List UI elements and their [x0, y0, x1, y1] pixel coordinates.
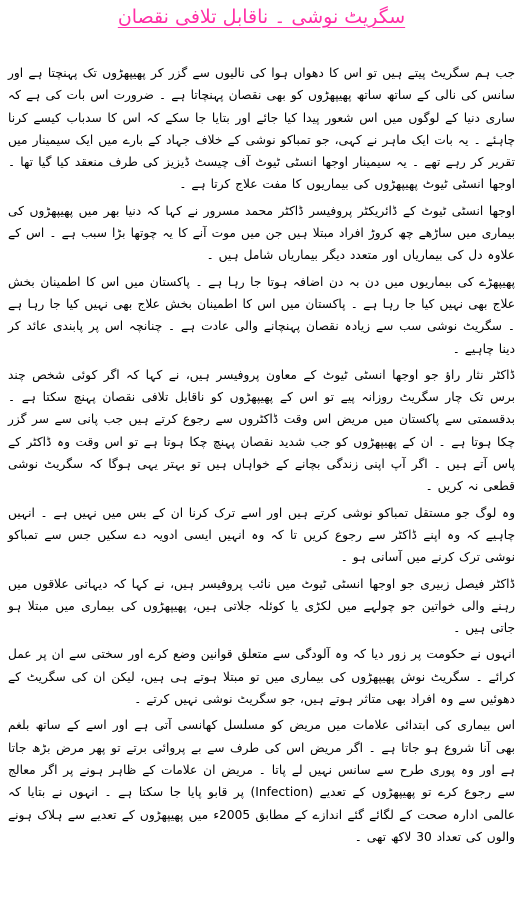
paragraph-5: وہ لوگ جو مستقل تمباکو نوشی کرتے ہیں اور اسے ترک کرنا ان کے بس میں نہیں ہے ۔ انہیں چاہیے کہ وہ اپنے ڈاکٹر سے رجوع کریں تا کہ وہ انہیں ایسی ادویہ دے سکیں جس سے تمباکو نوشی ترک کرنے میں آسانی ہو ۔	[8, 505, 515, 565]
article-body	[8, 62, 515, 848]
paragraph-8: اس بیماری کی ابتدائی علامات میں مریض کو مسلسل کھانسی آتی ہے اور اسے کے ساتھ بلغم بھی آنا شروع ہو جاتا ہے ۔ اگر مریض اس کی طرف سے بے پروائی برتے تو پھر مرض بڑھ جاتا ہے اور وہ پوری طرح سے سانس نہیں لے پاتا ۔ مریض ان علامات کے ظاہر ہونے پر اگر معالج سے رجوع کرے تو پھیپھڑوں کے تعدیے (Infection) پر قابو پایا جا سکتا ہے ۔ انہوں نے بتایا کہ عالمی ادارہ صحت کے لگائے گئے اندازے کے مطابق 2005ء میں پھیپھڑوں کے تعدیے سے ہلاک ہونے والوں کی تعداد 30 لاکھ تھی ۔	[8, 718, 515, 844]
paragraph-3: پھیپھڑے کی بیماریوں میں دن بہ دن اضافہ ہوتا جا رہا ہے ۔ پاکستان میں اس کا اطمینان بخش علاج بھی نہیں کیا جا رہا ہے ۔ پاکستان میں اس کا اطمینان بخش علاج بھی نہیں کیا جا رہا ہے ۔ سگریٹ نوشی سب سے زیادہ نقصان پہنچانے والی عادت ہے ۔ چنانچہ اس پر پابندی عائد کر دینا چاہیے ۔	[8, 274, 515, 356]
article-title: سگریٹ نوشی ۔ ناقابل تلافی نقصان	[117, 6, 406, 28]
paragraph-6: ڈاکٹر فیصل زبیری جو اوجھا انسٹی ٹیوٹ میں نائب پروفیسر ہیں، نے کہا کہ دیہاتی علاقوں میں رہنے والی خواتین جو چولہے میں لکڑی یا کوئلہ جلاتی ہیں، پھیپھڑوں کی بیماری میں مبتلا ہو جاتی ہیں ۔	[8, 576, 515, 636]
paragraph-7: انہوں نے حکومت پر زور دیا کہ وہ آلودگی سے متعلق قوانین وضع کرے اور سختی سے ان پر عمل کرائے ۔ سگریٹ نوش پھیپھڑوں کی بیماری میں تو مبتلا ہوتے ہی ہیں، لیکن ان کی سگریٹ کے دھوئیں سے وہ افراد بھی متاثر ہوتے ہیں، جو سگریٹ نوشی نہیں کرتے ۔	[8, 647, 515, 707]
title-container	[8, 4, 515, 34]
paragraph-1: جب ہم سگریٹ پیتے ہیں تو اس کا دھواں ہوا کی نالیوں سے گزر کر پھیپھڑوں تک پہنچتا ہے اور سانس کی نالی کے ساتھ ساتھ پھیپھڑوں کو بھی نقصان پہنچاتا ہے ۔ ضرورت اس بات کی ہے کہ ساری دنیا کے لوگوں میں اس شعور پیدا کیا جائے اور بتایا جا سکے کہ اس کا سدباب کیسے کرنا چاہئے ۔ یہ بات ایک ماہر نے کہی، جو تمباکو نوشی کے خلاف جہاد کے بارے میں ایک سیمینار میں تقریر کر رہے تھے ۔ یہ سیمینار اوجھا انسٹی ٹیوٹ آف چیسٹ ڈیزیز کی طرف منعقد کیا گیا تھا ۔ اوجھا انسٹی ٹیوٹ پھیپھڑوں کی بیماریوں کا مفت علاج کرتا ہے ۔	[8, 66, 515, 192]
paragraph-4: ڈاکٹر نثار راؤ جو اوجھا انسٹی ٹیوٹ کے معاون پروفیسر ہیں، نے کہا کہ اگر کوئی شخص چند برس تک چار سگریٹ روزانہ پیے تو اس کے پھیپھڑوں کو ناقابل تلافی نقصان پہنچ سکتا ہے ۔ بدقسمتی سے پاکستان میں مریض اس وقت ڈاکٹروں سے رجوع کرتے ہیں جب پانی سے سر گزر چکا ہوتا ہے ۔ ان کے پھیپھڑوں کو جب شدید نقصان پہنچ چکا ہوتا ہے تو اس وقت وہ ڈاکٹر کے پاس آتے ہیں ۔ اگر آپ اپنی زندگی بچانے کے خواہاں ہیں تو بہتر یہی ہوگا کہ سگریٹ نوشی قطعی نہ کریں ۔	[8, 367, 515, 494]
paragraph-2: اوجھا انسٹی ٹیوٹ کے ڈائریکٹر پروفیسر ڈاکٹر محمد مسرور نے کہا کہ دنیا بھر میں پھیپھڑوں کی بیماری میں ساڑھے چھ کروڑ افراد مبتلا ہیں جن میں موت آنے کا یہ چوتھا بڑا سبب ہے ۔ اس کے علاوہ دل کی بیماریاں اور متعدد دیگر بیماریاں شامل ہیں ۔	[8, 203, 515, 263]
